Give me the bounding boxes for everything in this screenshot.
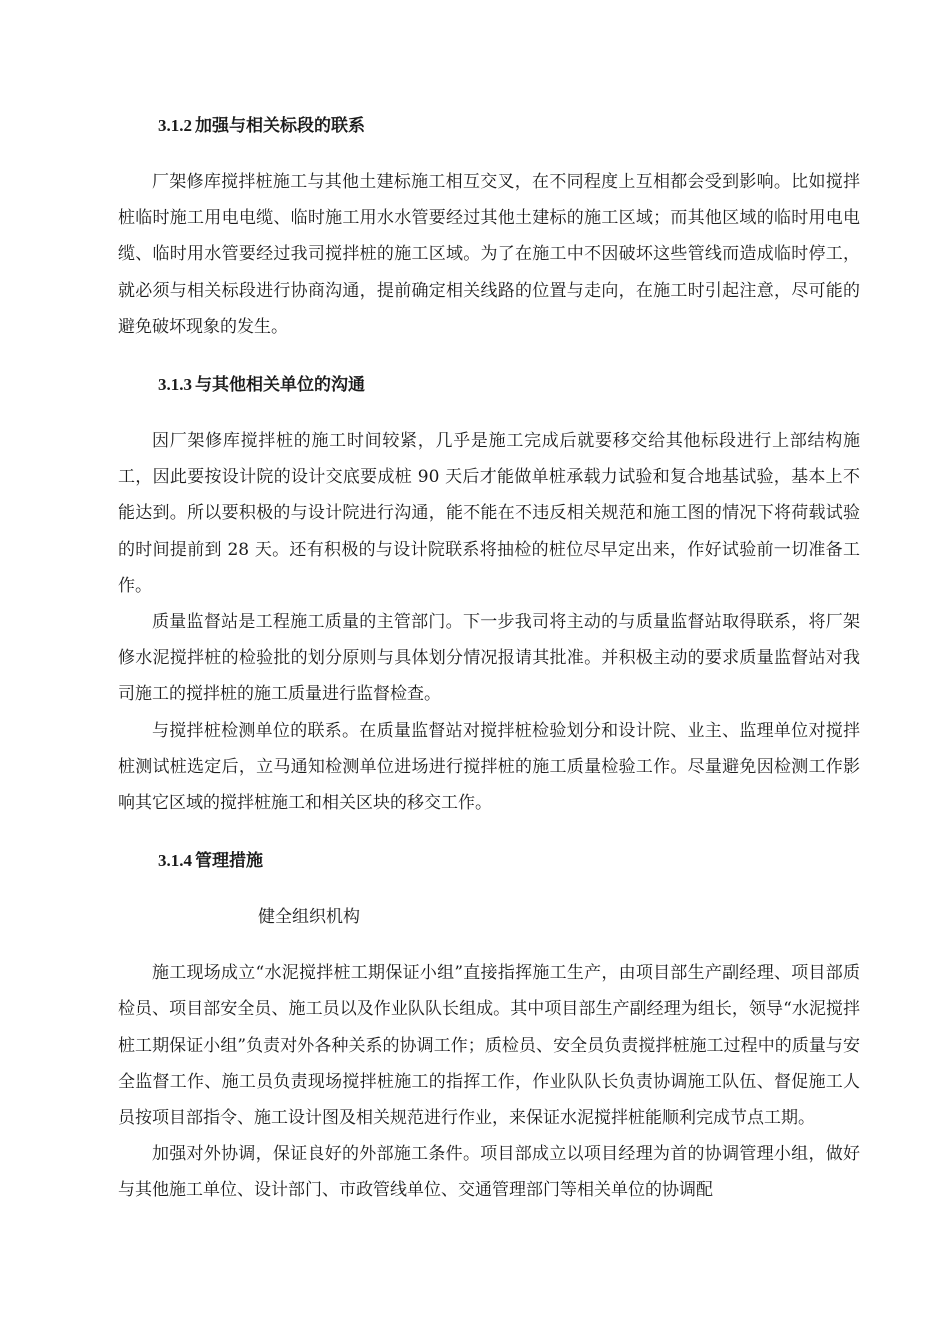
paragraph: 质量监督站是工程施工质量的主管部门。下一步我司将主动的与质量监督站取得联系，将厂架修水泥搅拌桩的检验批的划分原则与具体划分情况报请其批准。并积极主动的要求质量监督站对我司施工的搅拌桩的施工质量进行监督检查。 xyxy=(118,612,860,705)
section-title: 管理措施 xyxy=(195,851,263,872)
section-title: 加强与相关标段的联系 xyxy=(195,116,365,136)
paragraph: 因厂架修库搅拌桩的施工时间较紧，几乎是施工完成后就要移交给其他标段进行上部结构施工，因此要按设计院的设计交底要成桩 90 天后才能做单桩承载力试验和复合地基试验，基本上不能达到。所以要积极的与设计院进行沟通，能不能在不违反相关规范和施工图的情况下将荷载试验的时间提前到 28 天。还有积极的与设计院联系将抽检的桩位尽早定出来，作好试验前一切准备工作。 xyxy=(118,431,860,596)
section-number: 3.1.3 xyxy=(158,375,192,395)
section-number: 3.1.2 xyxy=(158,116,192,135)
paragraph: 施工现场成立“水泥搅拌桩工期保证小组”直接指挥施工生产，由项目部生产副经理、项目部质检员、项目部安全员、施工员以及作业队队长组成。其中项目部生产副经理为组长，领导“水泥搅拌桩工期保证小组”负责对外各种关系的协调工作；质检员、安全员负责搅拌桩施工过程中的质量与安全监督工作、施工员负责现场搅拌桩施工的指挥工作，作业队队长负责协调施工队伍、督促施工人员按项目部指令、施工设计图及相关规范进行作业，来保证水泥搅拌桩能顺利完成节点工期。 xyxy=(118,963,860,1129)
paragraph: 与搅拌桩检测单位的联系。在质量监督站对搅拌桩检验划分和设计院、业主、监理单位对搅拌桩测试桩选定后，立马通知检测单位进场进行搅拌桩的施工质量检验工作。尽量避免因检测工作影响其它区域的搅拌桩施工和相关区块的移交工作。 xyxy=(118,720,860,814)
section-title: 与其他相关单位的沟通 xyxy=(195,375,365,396)
section-number: 3.1.4 xyxy=(158,851,192,871)
section-heading-3-1-3 xyxy=(118,367,860,403)
paragraph: 加强对外协调，保证良好的外部施工条件。项目部成立以项目经理为首的协调管理小组，做好与其他施工单位、设计部门、市政管线单位、交通管理部门等相关单位的协调配 xyxy=(118,1144,860,1201)
section-heading-3-1-4 xyxy=(118,843,860,879)
subheading: 健全组织机构 xyxy=(258,907,360,928)
section-heading-3-1-2 xyxy=(118,108,860,144)
paragraph: 厂架修库搅拌桩施工与其他土建标施工相互交叉，在不同程度上互相都会受到影响。比如搅拌桩临时施工用电电缆、临时施工用水水管要经过其他土建标的施工区域；而其他区域的临时用电电缆、临时用水管要经过我司搅拌桩的施工区域。为了在施工中不因破坏这些管线而造成临时停工，就必须与相关标段进行协商沟通，提前确定相关线路的位置与走向，在施工时引起注意，尽可能的避免破坏现象的发生。 xyxy=(118,172,860,337)
